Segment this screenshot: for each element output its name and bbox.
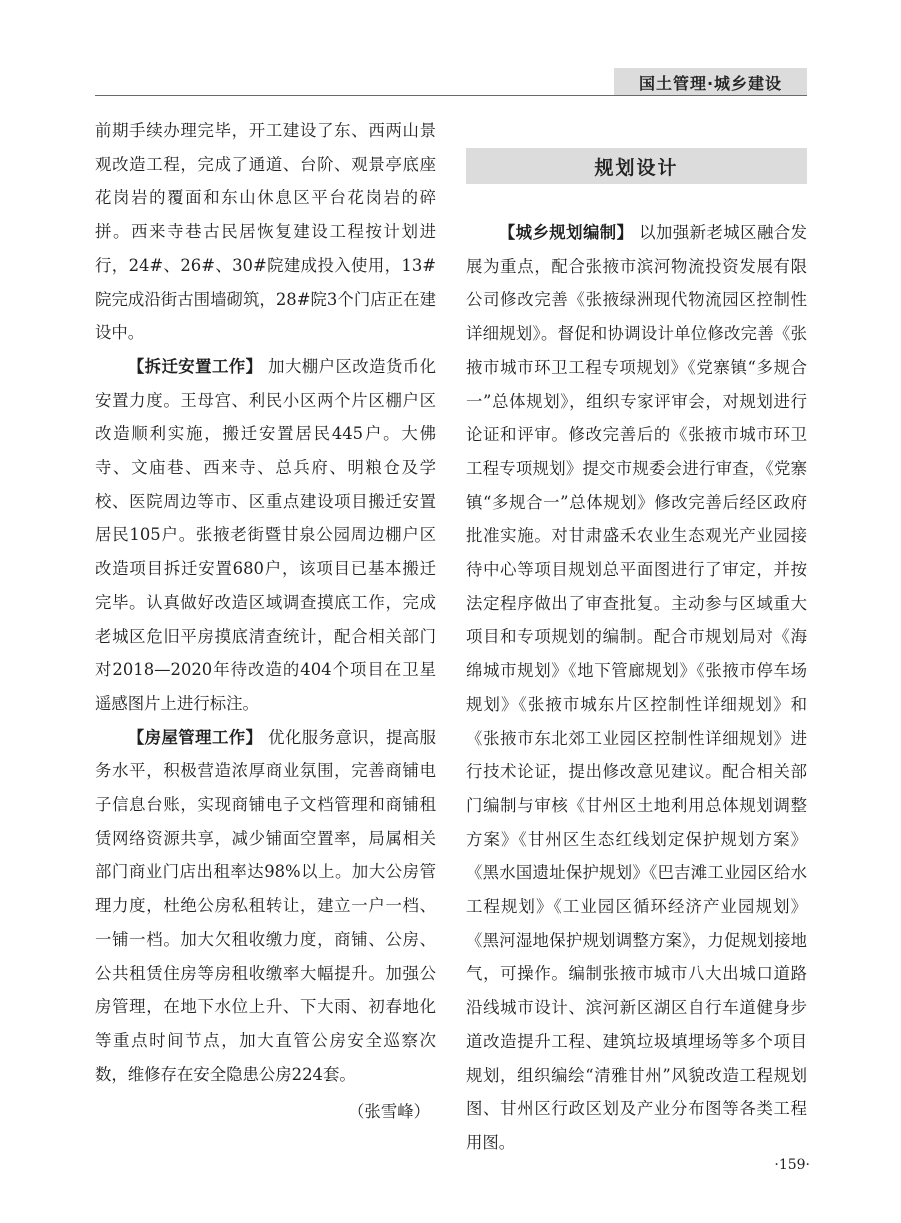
right-column: [466, 216, 807, 1160]
demolition-paragraph: [95, 350, 436, 721]
demolition-text: 加大棚户区改造货币化安置力度。王母宫、利民小区两个片区棚户区改造顺利实施，搬迁安置居民445户。大佛寺、文庙巷、西来寺、总兵府、明粮仓及学校、医院周边等市、区重点建设项目搬迁安置居民105户。张掖老街暨甘泉公园周边棚户区改造项目拆迁安置680户，该项目已基本搬迁完毕。认真做好改造区域调查摸底工作，完成老城区危旧平房摸底清查统计，配合相关部门对2018—2020年待改造的404个项目在卫星遥感图片上进行标注。: [95, 356, 437, 713]
planning-text: 以加强新老城区融合发展为重点，配合张掖市滨河物流投资发展有限公司修改完善《张掖绿洲现代物流园区控制性详细规划》。督促和协调设计单位修改完善《张掖市城市环卫工程专项规划》《党寨镇“多规合一”总体规划》，组织专家评审会，对规划进行论证和评审。修改完善后的《张掖市城市环卫工程专项规划》提交市规委会进行审查，《党寨镇“多规合一”总体规划》修改完善后经区政府批准实施。对甘肃盛禾农业生态观光产业园接待中心等项目规划总平面图进行了审定，并按法定程序做出了审查批复。主动参与区域重大项目和专项规划的编制。配合市规划局对《海绵城市规划》《地下管廊规划》《张掖市停车场规划》《张掖市城东片区控制性详细规划》和《张掖市东北郊工业园区控制性详细规划》进行技术论证，提出修改意见建议。配合相关部门编制与审核《甘州区土地利用总体规划调整方案》《甘州区生态红线划定保护规划方案》《黑水国遗址保护规划》《巴吉滩工业园区给水工程规划》《工业园区循环经济产业园规划》《黑河湿地保护规划调整方案》，力促规划接地气，可操作。编制张掖市城市八大出城口道路沿线城市设计、滨河新区湖区自行车道健身步道改造提升工程、建筑垃圾填埋场等多个项目规划，组织编绘“清雅甘州”风貌改造工程规划图、甘州区行政区划及产业分布图等各类工程用图。: [466, 223, 808, 1152]
section-tag: 国土管理·城乡建设: [614, 68, 807, 96]
housing-text: 优化服务意识，提高服务水平，积极营造浓厚商业氛围，完善商铺电子信息台账，实现商铺电子文档管理和商铺租赁网络资源共享，减少铺面空置率，局属相关部门商业门店出租率达98%以上。加大公房管理力度，杜绝公房私租转让，建立一户一档、一铺一档。加大欠租收缴力度，商铺、公房、公共租赁住房等房租收缴率大幅提升。加强公房管理，在地下水位上升、下大雨、初春地化等重点时间节点，加大直管公房安全巡察次数，维修存在安全隐患公房224套。: [95, 727, 437, 1084]
planning-lead: 【城乡规划编制】: [498, 223, 634, 242]
section-heading: 规划设计: [466, 148, 807, 184]
author-signature: （张雪峰）: [348, 1102, 430, 1122]
page-number: ·159·: [774, 1157, 810, 1173]
header-rule: [95, 95, 807, 96]
planning-paragraph: [466, 216, 807, 1160]
continued-paragraph: 前期手续办理完毕，开工建设了东、西两山景观改造工程，完成了通道、台阶、观景亭底座花岗岩的覆面和东山休息区平台花岗岩的碎拼。西来寺巷古民居恢复建设工程按计划进行，24#、26#、30#院建成投入使用，13#院完成沿街古围墙砌筑，28#院3个门店正在建设中。: [95, 121, 436, 343]
left-column: [95, 114, 436, 1129]
housing-paragraph: [95, 721, 436, 1092]
demolition-lead: 【拆迁安置工作】: [127, 356, 263, 376]
housing-lead: 【房屋管理工作】: [127, 727, 263, 747]
